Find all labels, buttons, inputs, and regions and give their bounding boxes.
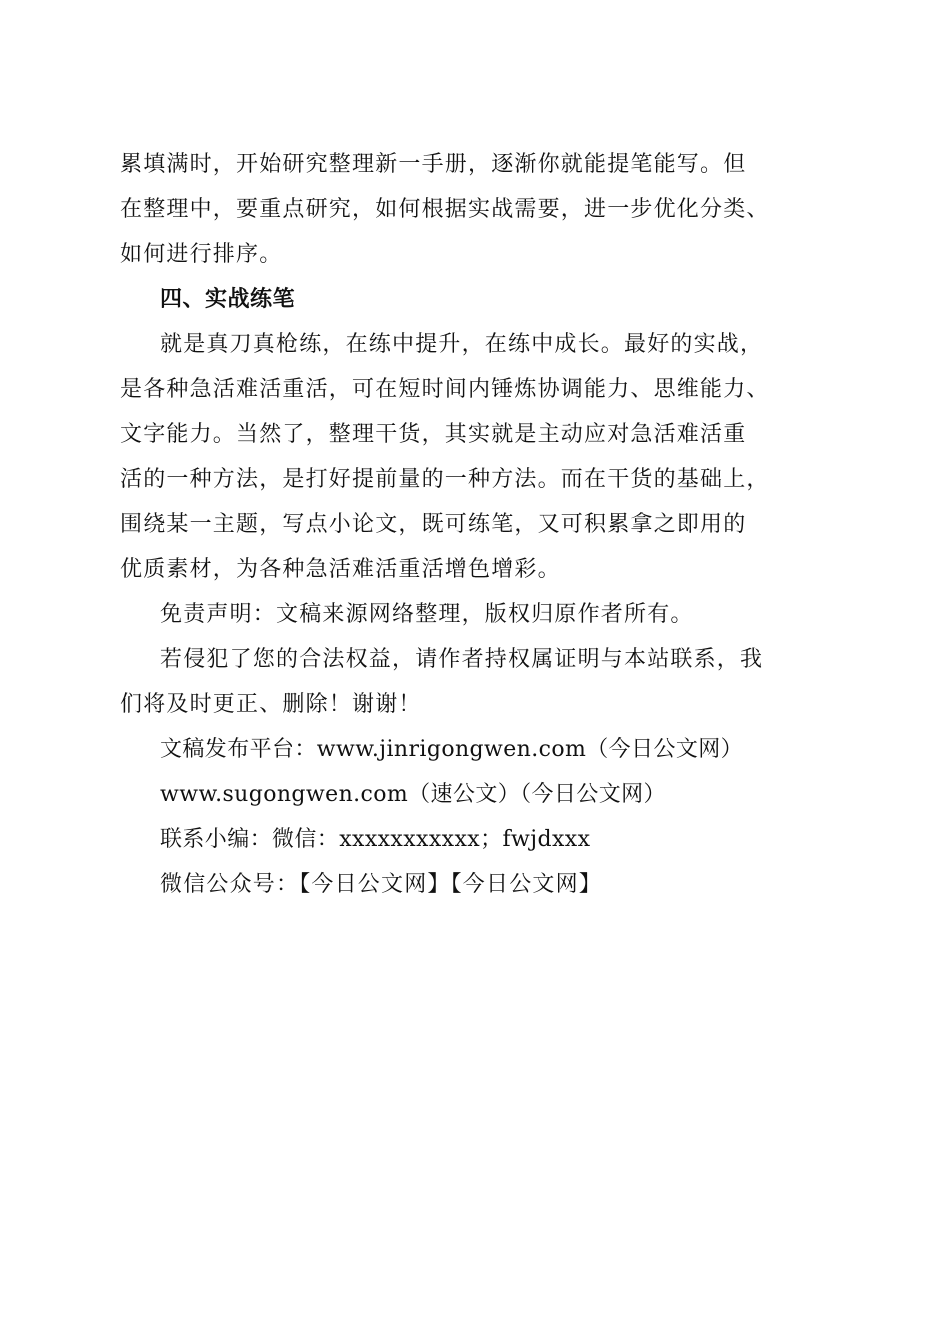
paragraph-line: 围绕某一主题，写点小论文，既可练笔，又可积累拿之即用的 bbox=[120, 512, 747, 537]
infringement-notice-line: 们将及时更正、删除！谢谢！ bbox=[120, 692, 422, 717]
paragraph-line: 就是真刀真枪练，在练中提升，在练中成长。最好的实战， bbox=[160, 332, 764, 357]
section-heading: 四、实战练笔 bbox=[160, 287, 296, 312]
document-body bbox=[120, 142, 832, 907]
paragraph-line: 优质素材，为各种急活难活重活增色增彩。 bbox=[120, 557, 561, 582]
infringement-notice-line: 若侵犯了您的合法权益，请作者持权属证明与本站联系，我 bbox=[160, 647, 764, 672]
wechat-account-info: 微信公众号：【今日公文网】【今日公文网】 bbox=[160, 872, 603, 897]
site-info: www.sugongwen.com（速公文）（今日公文网） bbox=[160, 782, 666, 807]
paragraph-line: 在整理中，要重点研究，如何根据实战需要，进一步优化分类、 bbox=[120, 197, 770, 222]
platform-info: 文稿发布平台：www.jinrigongwen.com（今日公文网） bbox=[160, 737, 744, 762]
paragraph-line: 如何进行排序。 bbox=[120, 242, 283, 267]
paragraph-line: 活的一种方法，是打好提前量的一种方法。而在干货的基础上， bbox=[120, 467, 770, 492]
contact-info: 联系小编：微信：xxxxxxxxxxx；fwjdxxx bbox=[160, 827, 591, 852]
paragraph-line: 累填满时，开始研究整理新一手册，逐渐你就能提笔能写。但 bbox=[120, 152, 747, 177]
paragraph-line: 文字能力。当然了，整理干货，其实就是主动应对急活难活重 bbox=[120, 422, 747, 447]
paragraph-line: 是各种急活难活重活，可在短时间内锤炼协调能力、思维能力、 bbox=[120, 377, 770, 402]
disclaimer-text: 免责声明：文稿来源网络整理，版权归原作者所有。 bbox=[160, 602, 694, 627]
